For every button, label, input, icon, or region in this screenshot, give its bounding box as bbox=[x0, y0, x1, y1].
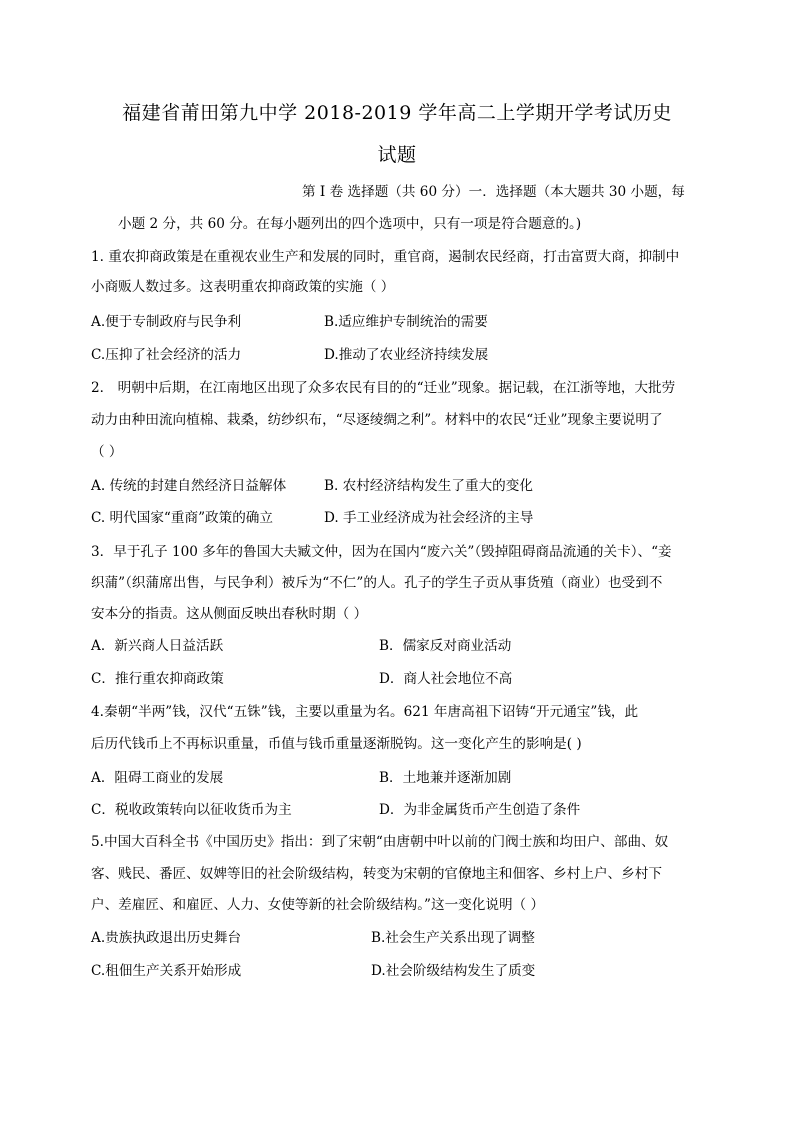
question-3-option-d: D．商人社会地位不高 bbox=[379, 671, 513, 687]
document-title-continued: 试题 bbox=[377, 144, 417, 166]
question-1-text: 1. 重农抑商政策是在重视农业生产和发展的同时，重官商，遏制农民经商，打击富贾大商，抑制中 bbox=[91, 249, 680, 265]
question-3-text: 3．早于孔子 100 多年的鲁国大夫臧文仲，因为在国内“废六关”（毁掉阻碍商品流通的关卡）、“妾 bbox=[91, 544, 672, 560]
question-1-option-c: C.压抑了社会经济的活力 bbox=[91, 347, 242, 363]
question-4-option-b: B．土地兼并逐渐加剧 bbox=[379, 770, 512, 786]
question-2-text: 动力由种田流向植棉、栽桑，纺纱织布，“尽逐绫绸之利”。材料中的农民“迁业”现象主要说明了 bbox=[91, 412, 663, 428]
question-3-text: 织蒲”（织蒲席出售，与民争利）被斥为“不仁”的人。孔子的学生子贡从事货殖（商业）也受到不 bbox=[91, 575, 663, 591]
section-heading: 第 I 卷 选择题（共 60 分）一．选择题（本大题共 30 小题，每 bbox=[302, 184, 685, 200]
question-5-option-d: D.社会阶级结构发生了质变 bbox=[371, 963, 536, 979]
question-5-option-c: C.租佃生产关系开始形成 bbox=[91, 963, 242, 979]
question-5-option-a: A.贵族执政退出历史舞台 bbox=[91, 930, 242, 946]
question-4-option-d: D．为非金属货币产生创造了条件 bbox=[379, 802, 581, 818]
question-2-option-d: D. 手工业经济成为社会经济的主导 bbox=[324, 510, 534, 526]
question-2-option-c: C. 明代国家“重商”政策的确立 bbox=[91, 510, 273, 526]
question-4-text: 后历代钱币上不再标识重量，币值与钱币重量逐渐脱钩。这一变化产生的影响是( ) bbox=[91, 736, 582, 752]
question-2-text: 2． 明朝中后期，在江南地区出现了众多农民有目的的“迁业”现象。据记载，在江浙等地，大批劳 bbox=[91, 380, 676, 396]
question-1-option-d: D.推动了农业经济持续发展 bbox=[324, 347, 489, 363]
question-2-option-a: A. 传统的封建自然经济日益解体 bbox=[91, 478, 287, 494]
question-2-text: （ ） bbox=[91, 444, 123, 460]
question-3-option-b: B．儒家反对商业活动 bbox=[379, 638, 512, 654]
question-3-option-c: C．推行重农抑商政策 bbox=[91, 671, 224, 687]
question-5-option-b: B.社会生产关系出现了调整 bbox=[371, 930, 535, 946]
question-4-option-c: C．税收政策转向以征收货币为主 bbox=[91, 802, 292, 818]
question-1-option-b: B.适应维护专制统治的需要 bbox=[324, 314, 488, 330]
document-title: 福建省莆田第九中学 2018-2019 学年高二上学期开学考试历史 bbox=[122, 102, 672, 124]
question-2-option-b: B. 农村经济结构发生了重大的变化 bbox=[324, 478, 533, 494]
question-5-text: 户、差雇匠、和雇匠、人力、女使等新的社会阶级结构。”这一变化说明（ ） bbox=[91, 897, 545, 913]
question-4-text: 4.秦朝“半两”钱，汉代“五铢”钱，主要以重量为名。621 年唐高祖下诏铸“开元通宝”钱，此 bbox=[91, 704, 639, 720]
question-5-text: 客、贱民、番匠、奴婢等旧的社会阶级结构，转变为宋朝的官僚地主和佃客、乡村上户、乡村下 bbox=[91, 866, 662, 882]
question-1-text: 小商贩人数过多。这表明重农抑商政策的实施（ ） bbox=[91, 279, 395, 295]
question-5-text: 5.中国大百科全书《中国历史》指出：到了宋朝“由唐朝中叶以前的门阀士族和均田户、部曲、奴 bbox=[91, 834, 669, 850]
question-3-text: 安本分的指责。这从侧面反映出春秋时期（ ） bbox=[91, 606, 368, 622]
question-1-option-a: A.便于专制政府与民争利 bbox=[91, 314, 242, 330]
section-instructions: 小题 2 分，共 60 分。在每小题列出的四个选项中，只有一项是符合题意的。) bbox=[118, 216, 582, 232]
question-4-option-a: A．阻碍工商业的发展 bbox=[91, 770, 224, 786]
question-3-option-a: A．新兴商人日益活跃 bbox=[91, 638, 224, 654]
